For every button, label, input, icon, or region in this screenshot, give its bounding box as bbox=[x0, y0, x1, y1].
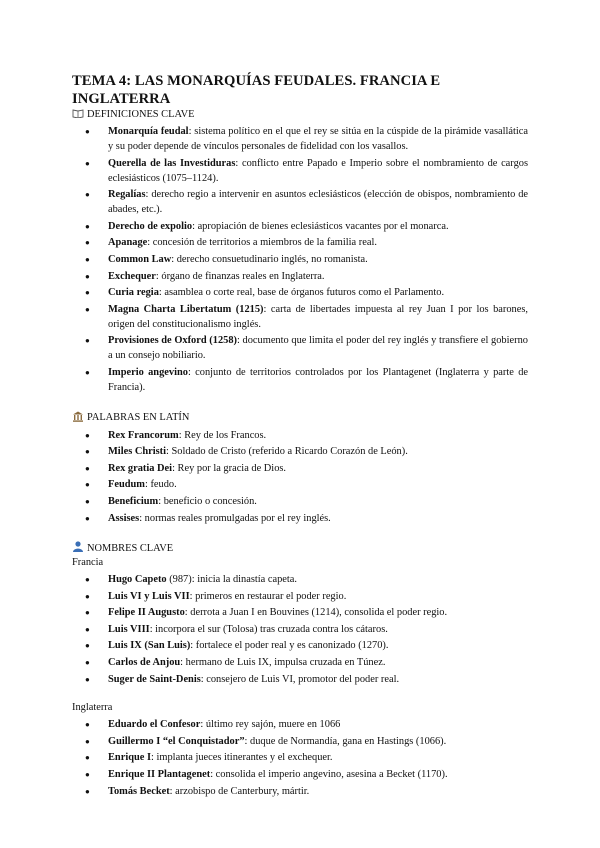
item-term: Eduardo el Confesor bbox=[108, 719, 201, 731]
item-text: : fortalece el poder real y es canonizado (1270). bbox=[190, 640, 389, 652]
item-term: Carlos de Anjou bbox=[108, 657, 181, 669]
item-text: : Rey por la gracia de Dios. bbox=[172, 462, 287, 474]
list-item bbox=[72, 187, 528, 217]
item-term: Feudum bbox=[108, 479, 145, 491]
latin-heading-text: PALABRAS EN LATÍN bbox=[87, 412, 190, 424]
definiciones-heading-text: DEFINICIONES CLAVE bbox=[87, 109, 195, 120]
francia-label: Francia bbox=[72, 557, 104, 569]
item-term: Suger de Saint-Denis bbox=[108, 673, 201, 685]
item-term: Common Law bbox=[108, 253, 172, 265]
item-term: Luis VI y Luis VII bbox=[108, 590, 190, 602]
inglaterra-list bbox=[72, 717, 528, 798]
item-term: Rex Francorum bbox=[108, 429, 179, 441]
open-book-icon bbox=[72, 108, 85, 122]
item-term: Assises bbox=[108, 512, 140, 524]
item-term: Enrique I bbox=[108, 752, 152, 764]
item-term: Monarquía feudal bbox=[108, 126, 189, 137]
list-item bbox=[72, 252, 528, 267]
item-term: Imperio angevino bbox=[108, 366, 188, 378]
classical-building-icon bbox=[72, 411, 85, 426]
list-item bbox=[72, 605, 528, 620]
list-item bbox=[72, 285, 528, 300]
list-item bbox=[72, 365, 528, 395]
list-item bbox=[72, 444, 528, 459]
definiciones-heading bbox=[72, 108, 528, 122]
list-item bbox=[72, 494, 528, 509]
list-item bbox=[72, 784, 528, 799]
item-text: : derrota a Juan I en Bouvines (1214), consolida el poder regio. bbox=[184, 607, 448, 619]
item-term: Derecho de expolio bbox=[108, 220, 193, 232]
item-text: : duque de Normandía, gana en Hastings (1066). bbox=[244, 735, 447, 747]
list-item bbox=[72, 672, 528, 687]
item-term: Magna Charta Libertatum (1215) bbox=[108, 303, 264, 315]
item-term: Guillermo I “el Conquistador” bbox=[108, 735, 245, 747]
list-item bbox=[72, 717, 528, 732]
item-text: : consolida el imperio angevino, asesina a Becket (1170). bbox=[210, 769, 448, 781]
list-item bbox=[72, 767, 528, 782]
item-text: : feudo. bbox=[144, 479, 177, 491]
list-item bbox=[72, 734, 528, 749]
list-item bbox=[72, 302, 528, 332]
item-text: : arzobispo de Canterbury, mártir. bbox=[169, 785, 310, 797]
list-item bbox=[72, 622, 528, 637]
nombres-heading bbox=[72, 541, 528, 556]
item-term: Hugo Capeto bbox=[108, 574, 167, 586]
item-term: Enrique II Plantagenet bbox=[108, 769, 211, 781]
list-item bbox=[72, 589, 528, 604]
item-term: Luis VIII bbox=[108, 623, 150, 635]
item-text: : beneficio o concesión. bbox=[158, 495, 257, 507]
item-text: : asamblea o corte real, base de órganos futuros como el Parlamento. bbox=[158, 287, 445, 299]
item-text: : incorpora el sur (Tolosa) tras cruzada contra los cátaros. bbox=[149, 623, 388, 635]
item-text: : hermano de Luis IX, impulsa cruzada en Túnez. bbox=[180, 657, 386, 669]
list-item bbox=[72, 461, 528, 476]
item-text: : implanta jueces itinerantes y el exchequer. bbox=[151, 752, 333, 764]
list-item bbox=[72, 477, 528, 492]
list-item bbox=[72, 269, 528, 284]
list-item bbox=[72, 572, 528, 587]
definiciones-list bbox=[72, 124, 528, 395]
item-term: Curia regia bbox=[108, 287, 159, 299]
latin-heading bbox=[72, 411, 528, 426]
item-text: : conjunto de territorios controlados por los Plantagenet (Inglaterra y parte de Francia). bbox=[108, 366, 528, 393]
list-item bbox=[72, 638, 528, 653]
list-item bbox=[72, 333, 528, 363]
item-text: : apropiación de bienes eclesiásticos vacantes por el monarca. bbox=[192, 220, 449, 232]
person-silhouette-icon bbox=[72, 541, 85, 556]
item-text: : carta de libertades impuesta al rey Juan I por los barones, origen del constitucionalismo inglés. bbox=[108, 303, 528, 330]
item-text: : Rey de los Francos. bbox=[178, 429, 267, 441]
list-item bbox=[72, 511, 528, 526]
latin-list bbox=[72, 428, 528, 526]
list-item bbox=[72, 156, 528, 186]
list-item bbox=[72, 219, 528, 234]
item-text: : documento que limita el poder del rey inglés y transfiere el gobierno a un consejo nobiliario. bbox=[108, 335, 528, 362]
item-text: : concesión de territorios a miembros de la familia real. bbox=[147, 237, 377, 249]
item-text: : derecho consuetudinario inglés, no romanista. bbox=[171, 253, 368, 265]
item-text: : Soldado de Cristo (referido a Ricardo Corazón de León). bbox=[166, 446, 408, 458]
item-term: Regalías bbox=[108, 189, 146, 201]
item-text: (987): inicia la dinastía capeta. bbox=[166, 574, 298, 586]
page-title: TEMA 4: LAS MONARQUÍAS FEUDALES. FRANCIA E INGLATERRA bbox=[72, 73, 441, 107]
list-item bbox=[72, 428, 528, 443]
item-term: Beneficium bbox=[108, 495, 159, 507]
item-term: Luis IX (San Luis) bbox=[108, 640, 191, 652]
list-item bbox=[72, 655, 528, 670]
item-term: Querella de las Investiduras bbox=[108, 157, 236, 169]
item-term: Exchequer bbox=[108, 270, 156, 282]
list-item bbox=[72, 235, 528, 250]
list-item bbox=[72, 750, 528, 765]
francia-list bbox=[72, 572, 528, 687]
item-text: : conflicto entre Papado e Imperio sobre el nombramiento de cargos eclesiásticos (1075–1124). bbox=[108, 157, 529, 184]
item-term: Tomás Becket bbox=[108, 785, 170, 797]
item-text: : consejero de Luis VI, promotor del poder real. bbox=[200, 673, 400, 685]
item-text: : sistema político en el que el rey se sitúa en la cúspide de la pirámide vasallática y su poder depende de vínculos personales de fidelidad con los vasallos. bbox=[108, 126, 528, 152]
item-term: Rex gratia Dei bbox=[108, 462, 173, 474]
nombres-heading-text: NOMBRES CLAVE bbox=[87, 542, 174, 554]
item-term: Miles Christi bbox=[108, 446, 167, 458]
item-text: : primeros en restaurar el poder regio. bbox=[189, 590, 347, 602]
list-item bbox=[72, 124, 528, 154]
item-text: : normas reales promulgadas por el rey inglés. bbox=[139, 512, 331, 524]
item-term: Felipe II Augusto bbox=[108, 607, 185, 619]
item-term: Apanage bbox=[108, 237, 148, 249]
item-term: Provisiones de Oxford (1258) bbox=[108, 335, 237, 347]
inglaterra-label: Inglaterra bbox=[72, 702, 113, 714]
item-text: : órgano de finanzas reales en Inglaterra. bbox=[155, 270, 325, 282]
item-text: : último rey sajón, muere en 1066 bbox=[200, 719, 341, 731]
item-text: : derecho regio a intervenir en asuntos eclesiásticos (elección de obispos, nombramiento de abades, etc.). bbox=[108, 189, 528, 216]
